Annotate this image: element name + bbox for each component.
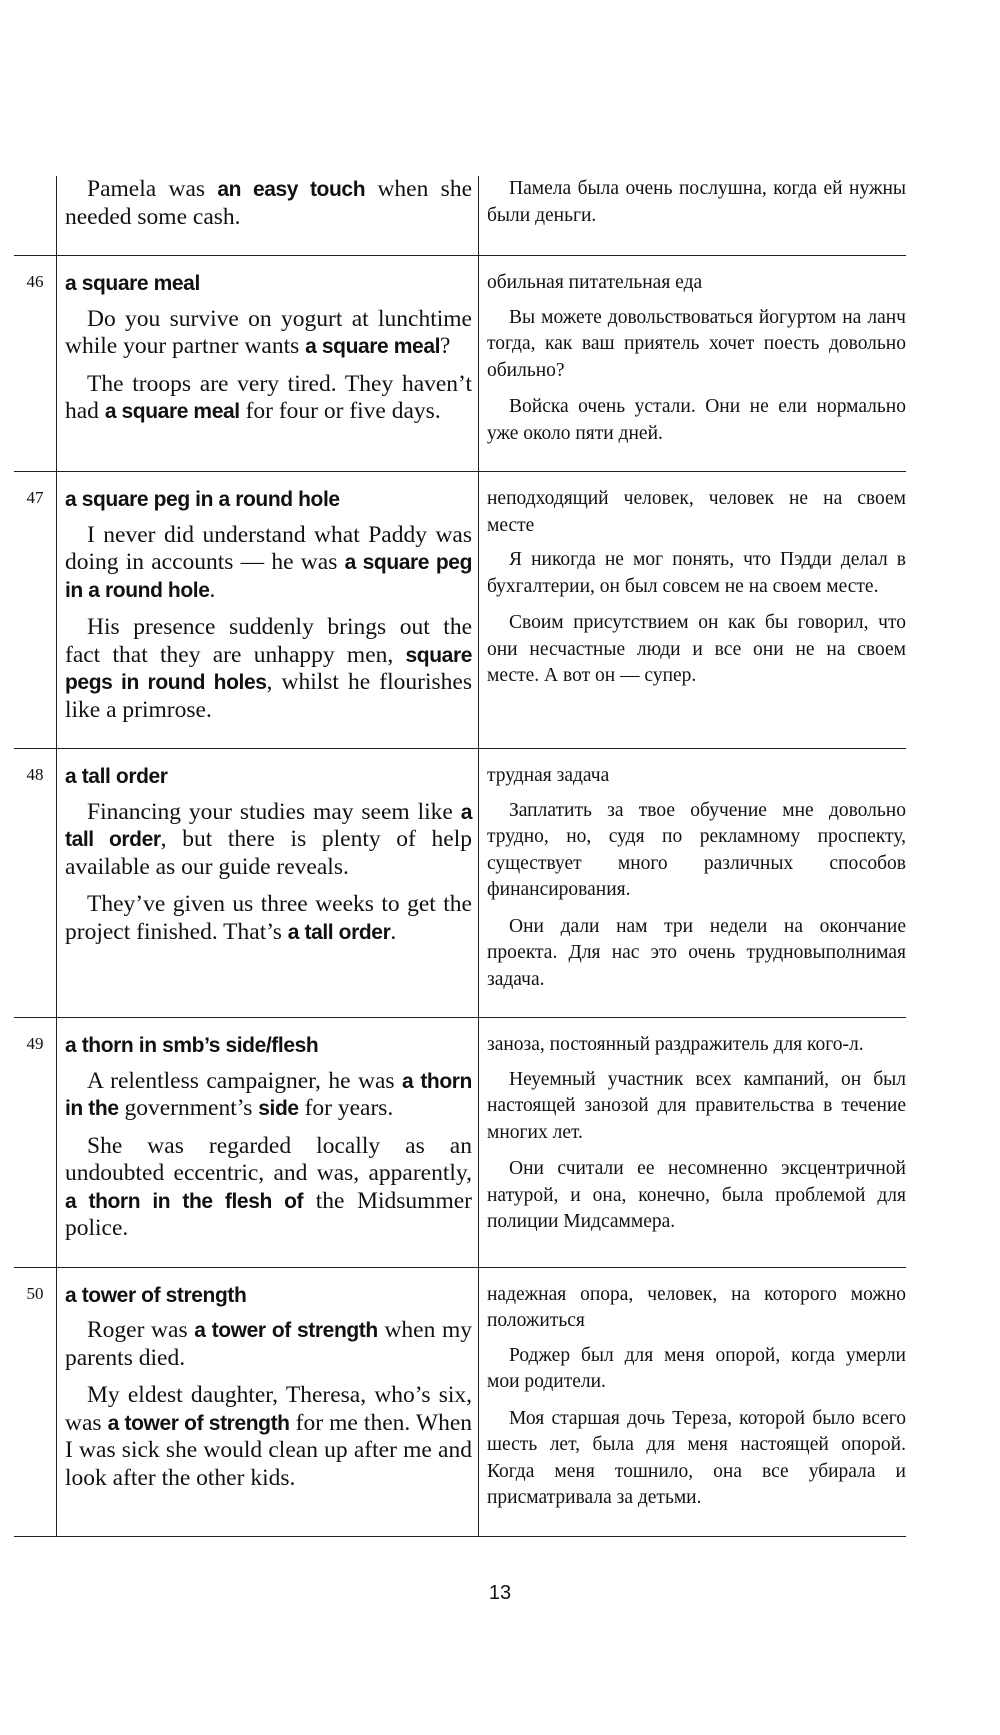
english-column xyxy=(57,472,479,748)
idiom-translation: неподходящий человек, человек не на своем месте xyxy=(487,488,906,536)
english-example xyxy=(65,176,472,231)
idiom-highlight: a tower of strength xyxy=(107,1411,290,1435)
idiom-translation: надежная опора, человек, на которого можно положиться xyxy=(487,1283,906,1331)
russian-example: Памела была очень послушна, когда ей нужны были деньги. xyxy=(487,178,906,226)
english-column xyxy=(57,1268,479,1536)
table-row xyxy=(14,472,906,749)
table-row xyxy=(14,176,906,256)
example-text: Financing your studies may seem like xyxy=(87,798,461,825)
russian-example: Они дали нам три недели на окончание проекта. Для нас это очень трудновыполнимая задача. xyxy=(487,915,906,990)
example-text: ? xyxy=(440,333,451,359)
example-text: the Midsummer police. xyxy=(65,1187,472,1241)
russian-column xyxy=(479,472,906,748)
english-example xyxy=(65,891,472,946)
english-column xyxy=(57,1018,479,1267)
idiom-highlight: an easy touch xyxy=(217,178,366,201)
russian-example: Моя старшая дочь Тереза, которой было всего шесть лет, была для меня настоящей опорой. Когда меня тошнило, она все убирала и присматривала за детьми. xyxy=(487,1407,906,1508)
example-text: when she needed some cash. xyxy=(65,176,472,230)
idiom-highlight: a tall order xyxy=(287,920,391,944)
table-row xyxy=(14,1018,906,1268)
idiom-highlight: a square meal xyxy=(104,400,240,423)
entry-number: 46 xyxy=(14,256,57,471)
russian-example: Я никогда не мог понять, что Пэдди делал в бухгалтерии, он был совсем не на своем месте. xyxy=(487,549,906,597)
table-row xyxy=(14,749,906,1018)
english-example xyxy=(65,1317,472,1372)
russian-example: Своим присутствием он как бы говорил, что они несчастные люди и все они не на своем месте. А вот он — супер. xyxy=(487,612,906,686)
idiom-highlight: a thorn in the flesh of xyxy=(65,1189,304,1213)
english-example xyxy=(65,306,472,361)
example-text: for four or five days. xyxy=(239,398,441,424)
english-example xyxy=(65,799,472,882)
entry-number: 49 xyxy=(14,1018,57,1267)
example-text: She was regarded locally as an undoubted eccentric, and was, apparently, xyxy=(65,1132,472,1186)
example-text: for me then. When I was sick she would clean up after me and look after the other kids. xyxy=(65,1409,472,1491)
russian-column xyxy=(479,1018,906,1267)
russian-example: Заплатить за твое обучение мне довольно трудно, но, судя по рекламному проспекту, существует много различных способов финансирования. xyxy=(487,799,906,900)
example-text: I never did understand what Paddy was doing in accounts — he was xyxy=(65,521,472,575)
page-number: 13 xyxy=(488,1582,512,1604)
example-text: , whilst he flourishes like a primrose. xyxy=(65,669,472,723)
russian-column xyxy=(479,1268,906,1536)
idiom-translation: обильная питательная еда xyxy=(487,272,703,293)
russian-column xyxy=(479,749,906,1017)
entry-number: 48 xyxy=(14,749,57,1017)
idiom-highlight: a square meal xyxy=(305,335,441,358)
idiom-table xyxy=(14,176,906,1537)
example-text: My eldest daughter, Theresa, who’s six, was xyxy=(65,1382,472,1436)
russian-example: Вы можете довольствоваться йогуртом на ланч тогда, как ваш приятель хочет поесть довольно обильно? xyxy=(487,306,906,381)
idiom-translation: трудная задача xyxy=(487,765,610,786)
russian-example: Войска очень устали. Они не ели нормально уже около пяти дней. xyxy=(487,396,906,444)
idiom-highlight: square pegs in round holes xyxy=(65,643,472,694)
english-example xyxy=(65,1133,472,1243)
idiom-highlight: a tower of strength xyxy=(194,1319,378,1342)
example-text: Pamela was xyxy=(87,176,218,202)
russian-column xyxy=(479,256,906,471)
english-example xyxy=(65,1068,472,1123)
example-text: The troops are very tired. They haven’t had xyxy=(65,370,472,424)
russian-example: Роджер был для меня опорой, когда умерли мои родители. xyxy=(487,1344,906,1392)
idiom-highlight: a square peg in a round hole xyxy=(65,551,472,602)
example-text: His presence suddenly brings out the fact that they are unhappy men, xyxy=(65,614,472,668)
example-text: They’ve given us three weeks to get the project finished. That’s xyxy=(65,891,472,945)
table-row xyxy=(14,1268,906,1537)
idiom-highlight: a thorn in the xyxy=(65,1069,472,1120)
idiom-headword: a thorn in smb’s side/flesh xyxy=(65,1034,319,1057)
english-example xyxy=(65,1382,472,1492)
example-text: for years. xyxy=(298,1095,394,1121)
example-text: , but there is plenty of help available as our guide reveals. xyxy=(65,826,472,880)
example-text: A relentless campaigner, he was xyxy=(87,1067,403,1094)
english-column xyxy=(57,176,479,255)
example-text: Do you survive on yogurt at lunchtime while your partner wants xyxy=(65,305,472,359)
russian-example: Неуемный участник всех кампаний, он был настоящей занозой для правительства в течение многих лет. xyxy=(487,1068,906,1143)
idiom-headword: a square peg in a round hole xyxy=(65,488,340,511)
example-text: . xyxy=(209,576,216,603)
table-row xyxy=(14,256,906,472)
idiom-highlight: a tall order xyxy=(65,800,472,851)
entry-number: 50 xyxy=(14,1268,57,1536)
idiom-headword: a square meal xyxy=(65,272,200,295)
english-example xyxy=(65,371,472,426)
entry-number xyxy=(14,176,57,255)
russian-example: Они считали ее несомненно эксцентричной натурой, и она, конечно, была проблемой для полиции Мидсаммера. xyxy=(487,1158,906,1232)
russian-column xyxy=(479,176,906,255)
english-example xyxy=(65,522,472,605)
english-example xyxy=(65,614,472,724)
entry-number: 47 xyxy=(14,472,57,748)
idiom-headword: a tower of strength xyxy=(65,1283,247,1307)
idiom-headword: a tall order xyxy=(65,765,168,788)
idiom-highlight: side xyxy=(258,1097,299,1120)
example-text: when my parents died. xyxy=(65,1317,472,1371)
english-column xyxy=(57,749,479,1017)
example-text: Roger was xyxy=(87,1317,195,1343)
example-text: government’s xyxy=(118,1095,259,1121)
idiom-translation: заноза, постоянный раздражитель для кого-л. xyxy=(487,1034,864,1055)
english-column xyxy=(57,256,479,471)
example-text: . xyxy=(390,918,397,945)
